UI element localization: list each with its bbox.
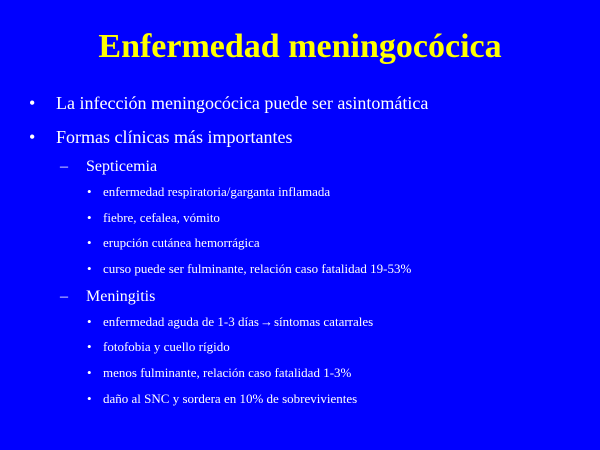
detail-text-before-arrow: enfermedad aguda de 1-3 días: [103, 314, 259, 329]
bullet-icon: •: [29, 93, 36, 113]
dash-icon: –: [60, 158, 68, 175]
slide-title: Enfermedad meningocócica: [98, 28, 502, 65]
detail-text: daño al SNC y sordera en 10% de sobrevivientes: [103, 391, 358, 406]
detail-item: [87, 210, 267, 226]
subitem-septicemia: [60, 157, 200, 177]
subitem-text: Septicemia: [86, 158, 158, 175]
detail-item: [87, 314, 437, 330]
detail-item: [87, 235, 307, 251]
detail-item: [87, 184, 387, 200]
bullet-icon: •: [87, 339, 92, 354]
right-arrow-icon: →: [259, 314, 273, 329]
bullet-icon: •: [87, 235, 92, 250]
subitem-meningitis: [60, 287, 200, 307]
detail-text: menos fulminante, relación caso fatalidad 1-3%: [103, 365, 352, 380]
detail-text: [103, 314, 373, 330]
dash-icon: –: [60, 288, 68, 305]
detail-item: [87, 365, 407, 381]
detail-item: [87, 391, 427, 407]
list-item-text: Formas clínicas más importantes: [56, 127, 293, 147]
list-item-clinical-forms: [29, 126, 349, 148]
bullet-icon: •: [29, 127, 36, 147]
bullet-icon: •: [87, 391, 92, 406]
list-item-text: La infección meningocócica puede ser asintomática: [56, 93, 429, 113]
detail-text: fotofobia y cuello rígido: [103, 339, 230, 354]
list-item-asymptomatic: [29, 92, 489, 114]
detail-text-after-arrow: síntomas catarrales: [273, 314, 374, 329]
detail-text: enfermedad respiratoria/garganta inflamada: [103, 184, 331, 199]
detail-item: [87, 261, 477, 277]
detail-text: erupción cutánea hemorrágica: [103, 235, 260, 250]
subitem-text: Meningitis: [86, 288, 156, 305]
bullet-icon: •: [87, 210, 92, 225]
bullet-icon: •: [87, 184, 92, 199]
bullet-icon: •: [87, 365, 92, 380]
bullet-icon: •: [87, 314, 92, 329]
detail-text: fiebre, cefalea, vómito: [103, 210, 220, 225]
detail-text: curso puede ser fulminante, relación caso fatalidad 19-53%: [103, 261, 412, 276]
bullet-icon: •: [87, 261, 92, 276]
detail-item: [87, 339, 277, 355]
